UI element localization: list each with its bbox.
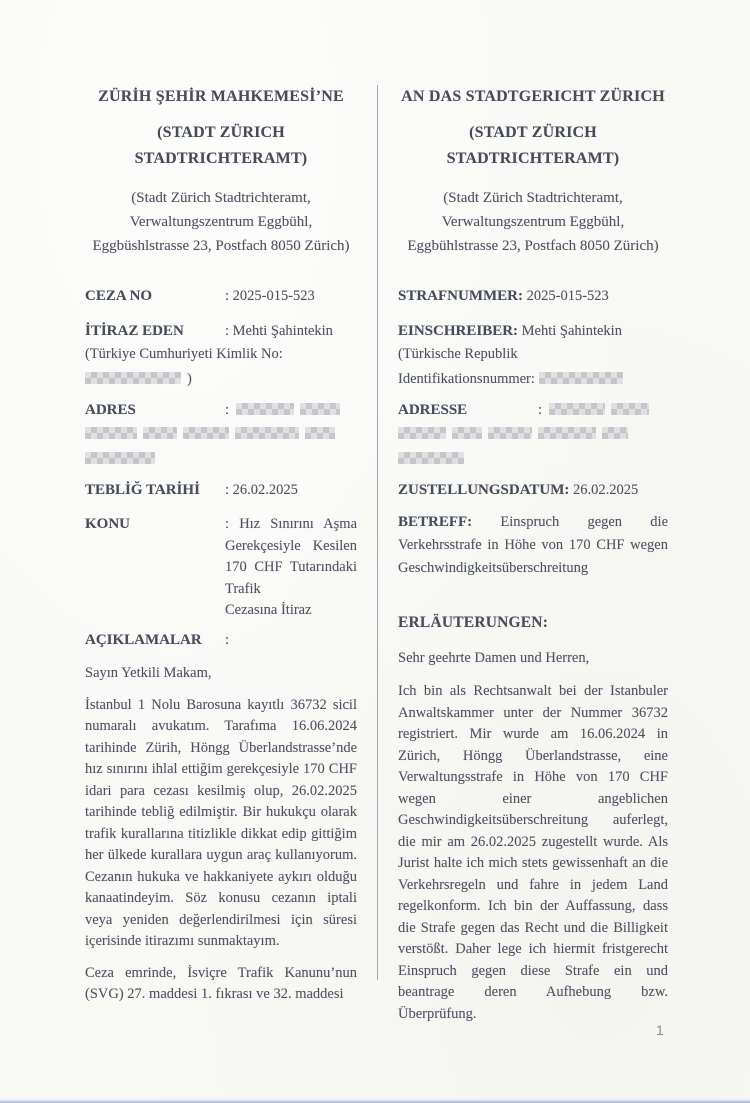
zustellungsdatum-value: 26.02.2025 (573, 481, 639, 498)
einschreiber-label: EINSCHREIBER: (398, 322, 519, 339)
court-subtitle-line1: (STADT ZÜRICH (469, 124, 597, 141)
erlaeuterungen-heading: ERLÄUTERUNGEN: (398, 614, 549, 631)
case-fields-turkish (85, 286, 357, 651)
court-address-turkish (85, 186, 357, 258)
german-column (398, 86, 668, 1025)
court-subtitle-turkish (85, 120, 357, 172)
aciklamalar-label: AÇIKLAMALAR (85, 631, 202, 648)
adresse-value (538, 400, 668, 422)
field-zustellungsdatum (398, 480, 668, 502)
redacted-text-block (85, 427, 137, 439)
betreff-label: BETREFF: (398, 514, 473, 530)
kimlik-no-redacted-line (85, 367, 357, 392)
body-paragraph2-turkish: Ceza emrinde, İsviçre Trafik Kanunu’nun (SVG) 27. maddesi 1. fıkrası ve 32. maddesi (85, 964, 357, 1002)
field-betreff (398, 511, 668, 580)
redacted-text-block (143, 427, 177, 439)
einschreiber-value: Mehti Şahintekin (521, 322, 622, 339)
body-paragraph1-turkish: İstanbul 1 Nolu Barosuna kayıtlı 36732 sicil numaralı avukatım. Tarafıma 16.06.2024 tarihinde Zürih, Höngg Überlandstrasse’nde hız sınırını ihlal ettiğim gerekçesiyle 170 CHF idari para cezası kesilmiş olup, 26.02.2025 tarihinde tebliğ edilmiştir. Bir hukukçu olarak trafik kurallarına titizlikle dikkat edip gittiğim her ülkede kurallara uygun araç kullanıyorum. Cezanın hukuka ve hakkaniyete aykırı olduğu kanaatindeyim. Söz konusu cezanın iptali veya yeniden değerlendirilmesi için süresi içerisinde itirazımı sunmaktayım. (85, 696, 357, 949)
konu-line2: Gerekçesiyle Kesilen (225, 537, 357, 554)
court-subtitle-line2: STADTRICHTERAMT) (134, 150, 308, 167)
court-title-turkish: ZÜRİH ŞEHİR MAHKEMESİ’NE (98, 88, 344, 105)
konu-line4: Trafik (225, 580, 261, 597)
adresse-redacted-line2 (398, 422, 668, 447)
redacted-text-block (611, 403, 649, 415)
teblig-tarihi-label: TEBLİĞ TARİHİ (85, 481, 200, 498)
redacted-text-block (549, 403, 605, 415)
redacted-text-block (539, 372, 623, 384)
identifikationsnummer-line (398, 367, 668, 392)
field-teblig-tarihi (85, 480, 357, 502)
redacted-text-block (305, 427, 335, 439)
salutation-german: Sehr geehrte Damen und Herren, (398, 649, 590, 666)
konu-line5: Cezasına İtiraz (225, 602, 312, 618)
redacted-text-block (85, 452, 155, 464)
teblig-tarihi-value: : 26.02.2025 (225, 481, 298, 498)
konu-value (225, 514, 357, 622)
konu-label: KONU (85, 516, 130, 532)
redacted-text-block (602, 427, 628, 439)
ceza-no-label: CEZA NO (85, 288, 153, 304)
konu-line1: : Hız Sınırını Aşma (225, 516, 357, 532)
adres-redacted-line3 (85, 447, 357, 472)
field-adres (85, 400, 357, 422)
field-itiraz-eden (85, 321, 357, 343)
court-address-german (398, 186, 668, 258)
redacted-text-block (538, 427, 596, 439)
redacted-text-block (452, 427, 482, 439)
turkish-column (85, 86, 357, 1006)
adres-label: ADRES (85, 402, 136, 418)
aciklamalar-colon: : (225, 631, 230, 648)
page-number: 1 (656, 1022, 664, 1038)
redacted-text-block (488, 427, 532, 439)
redacted-text-block (236, 403, 294, 415)
adresse-colon: : (538, 402, 543, 418)
court-address-line3: Eggbühlstrasse 23, Postfach 8050 Zürich) (407, 238, 659, 254)
court-address-line3: Eggbüshlstrasse 23, Postfach 8050 Zürich) (92, 238, 350, 254)
field-ceza-no (85, 286, 357, 308)
salutation-turkish: Sayın Yetkili Makam, (85, 665, 212, 681)
field-adresse (398, 400, 668, 422)
body-paragraph1-german: Ich bin als Rechtsanwalt bei der Istanbuler Anwaltskammer unter der Nummer 36732 registriert. Mir wurde am 16.06.2024 in Zürich, Höngg Überlandstrasse, eine Verwaltungsstrafe in Höhe von 170 CHF wegen einer angeblichen Geschwindigkeitsüberschreitung auferlegt, die mir am 26.02.2025 zugestellt wurde. Als Jurist halte ich mich stets gewissenhaft an die Verkehrsregeln und fahre in jedem Land regelkonform. Ich bin der Auffassung, dass die Strafe gegen das Recht und die Billigkeit verstößt. Daher lege ich hiermit fristgerecht Einspruch gegen diese Strafe ein und beantrage deren Aufhebung bzw. Überprüfung. (398, 683, 668, 1022)
field-einschreiber (398, 321, 668, 343)
adres-redacted-line2 (85, 422, 357, 447)
kimlik-no-line: (Türkiye Cumhuriyeti Kimlik No: (85, 346, 283, 362)
court-subtitle-german (398, 120, 668, 172)
strafnummer-value: 2025-015-523 (526, 288, 609, 304)
adresse-redacted-line3 (398, 447, 668, 472)
adres-value (225, 400, 357, 422)
scan-bottom-edge-artifact (0, 1099, 750, 1103)
redacted-text-block (398, 452, 464, 464)
redacted-text-block (85, 372, 181, 384)
adres-colon: : (225, 402, 230, 418)
column-divider (377, 85, 378, 980)
court-address-line2: Verwaltungszentrum Eggbühl, (441, 214, 625, 230)
field-strafnummer (398, 286, 668, 308)
itiraz-eden-value: : Mehti Şahintekin (225, 322, 333, 339)
redacted-text-block (183, 427, 229, 439)
betreff-text: Einspruch gegen die Verkehrsstrafe in Höhe von 170 CHF wegen Geschwindigkeitsüberschreitung (398, 514, 668, 576)
redacted-text-block (300, 403, 340, 415)
court-address-line2: Verwaltungszentrum Eggbühl, (129, 214, 313, 230)
adresse-label: ADRESSE (398, 402, 468, 418)
field-aciklamalar (85, 630, 357, 652)
konu-line3: 170 CHF Tutarındaki (225, 559, 357, 575)
itiraz-eden-label: İTİRAZ EDEN (85, 322, 184, 339)
kimlik-close-paren: ) (187, 371, 192, 387)
zustellungsdatum-label: ZUSTELLUNGSDATUM: (398, 481, 570, 498)
field-konu (85, 514, 357, 622)
republik-line: (Türkische Republik (398, 346, 518, 362)
court-title-german: AN DAS STADTGERICHT ZÜRICH (401, 88, 665, 105)
identifikationsnummer-label: Identifikationsnummer: (398, 371, 535, 387)
redacted-text-block (398, 427, 446, 439)
court-subtitle-line1: (STADT ZÜRICH (157, 124, 285, 141)
court-address-line1: (Stadt Zürich Stadtrichteramt, (131, 190, 311, 206)
court-subtitle-line2: STADTRICHTERAMT) (446, 150, 620, 167)
case-fields-german (398, 286, 668, 580)
ceza-no-value: : 2025-015-523 (225, 288, 315, 304)
strafnummer-label: STRAFNUMMER: (398, 288, 523, 304)
redacted-text-block (235, 427, 299, 439)
court-address-line1: (Stadt Zürich Stadtrichteramt, (443, 190, 623, 206)
